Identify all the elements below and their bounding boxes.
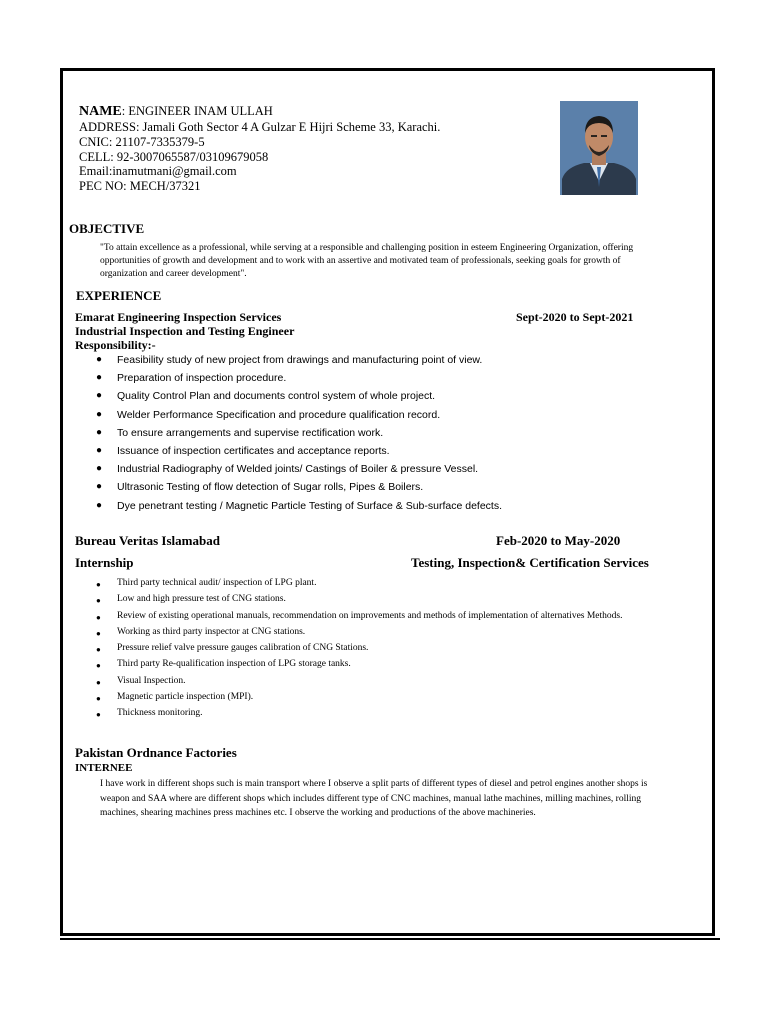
job2-dates: Feb-2020 to May-2020 [496, 533, 621, 548]
list-item: ● Magnetic particle inspection (MPI). [96, 691, 656, 705]
email: Email:inamutmani@gmail.com [79, 164, 237, 178]
name-value: : ENGINEER INAM ULLAH [121, 104, 273, 118]
bullet-icon: ● [96, 426, 103, 438]
bullet-icon: ● [96, 661, 101, 671]
job1-dates: Sept-2020 to Sept-2021 [516, 310, 634, 324]
name-label: NAME [79, 104, 122, 119]
bullet-icon: ● [96, 481, 103, 493]
job3-description: I have work in different shops such is main transport where I observe a split parts of different types of diesel and petrol engines another shops is weapon and SAA where are different shops which includes different type of CNC machines, manual lathe machines, milling machines, rolling machines, shearing machines press machines etc. I observe the working and productions of the above machineries. [100, 779, 648, 818]
cell-phone: CELL: 92-3007065587/03109679058 [79, 150, 269, 164]
job1-company: Emarat Engineering Inspection Services [75, 310, 282, 324]
job2-role: Internship [75, 555, 134, 570]
profile-photo-icon [560, 101, 638, 195]
name-line [79, 103, 273, 120]
list-item: ● To ensure arrangements and supervise rectification work. [96, 424, 502, 442]
job1-responsibility-list [96, 351, 502, 515]
list-item: ● Third party Re-qualification inspection of LPG storage tanks. [96, 658, 656, 672]
job3-role: INTERNEE [75, 762, 133, 774]
bullet-icon: ● [96, 677, 101, 687]
bullet-icon: ● [96, 710, 101, 720]
list-item: ● Welder Performance Specification and procedure qualification record. [96, 406, 502, 424]
list-item: ● Working as third party inspector at CNG stations. [96, 626, 656, 640]
job1-role: Industrial Inspection and Testing Engineer [75, 324, 295, 338]
bullet-icon: ● [96, 390, 103, 402]
address: ADDRESS: Jamali Goth Sector 4 A Gulzar E Hijri Scheme 33, Karachi. [79, 120, 441, 134]
bullet-icon: ● [96, 612, 101, 622]
bullet-icon: ● [96, 408, 103, 420]
job3-company: Pakistan Ordnance Factories [75, 745, 237, 760]
list-item: ● Issuance of inspection certificates and acceptance reports. [96, 442, 502, 460]
list-item: ● Dye penetrant testing / Magnetic Particle Testing of Surface & Sub-surface defects. [96, 497, 502, 515]
bullet-icon: ● [96, 372, 103, 384]
bullet-icon: ● [96, 463, 103, 475]
list-item: ● Pressure relief valve pressure gauges calibration of CNG Stations. [96, 642, 656, 656]
bullet-icon: ● [96, 596, 101, 606]
bullet-icon: ● [96, 645, 101, 655]
list-item: ● Feasibility study of new project from drawings and manufacturing point of view. [96, 351, 502, 369]
list-item: ● Visual Inspection. [96, 675, 656, 689]
list-item: ● Third party technical audit/ inspection of LPG plant. [96, 577, 656, 591]
list-item: ● Thickness monitoring. [96, 707, 656, 721]
bullet-icon: ● [96, 580, 101, 589]
list-item: ● Review of existing operational manuals, recommendation on improvements and methods of implementation of alternatives Methods. [96, 610, 656, 624]
bullet-icon: ● [96, 444, 103, 456]
list-item: ● Ultrasonic Testing of flow detection of Sugar rolls, Pipes & Boilers. [96, 478, 502, 496]
cnic: CNIC: 21107-7335379-5 [79, 135, 205, 149]
list-item: ● Quality Control Plan and documents control system of whole project. [96, 387, 502, 405]
job2-department: Testing, Inspection& Certification Services [411, 555, 649, 570]
experience-heading: EXPERIENCE [76, 288, 162, 303]
job2-responsibility-list [96, 577, 656, 724]
list-item: ● Preparation of inspection procedure. [96, 369, 502, 387]
objective-text: "To attain excellence as a professional, while serving at a responsible and challenging position in esteem Engineering Organization, offering opportunities of growth and development and to work with an assertive and motivated team of professionals, seeking goals for growth of organization and career development". [100, 243, 634, 279]
objective-heading: OBJECTIVE [69, 221, 145, 236]
job1-responsibility-label: Responsibility:- [75, 338, 156, 352]
page-border-shadow [60, 938, 720, 940]
bullet-icon: ● [96, 354, 103, 365]
job2-company: Bureau Veritas Islamabad [75, 533, 220, 548]
list-item: ● Low and high pressure test of CNG stations. [96, 593, 656, 607]
pec-number: PEC NO: MECH/37321 [79, 179, 201, 193]
bullet-icon: ● [96, 499, 103, 511]
bullet-icon: ● [96, 628, 101, 638]
list-item: ● Industrial Radiography of Welded joints/ Castings of Boiler & pressure Vessel. [96, 460, 502, 478]
profile-photo [560, 101, 638, 195]
bullet-icon: ● [96, 694, 101, 704]
